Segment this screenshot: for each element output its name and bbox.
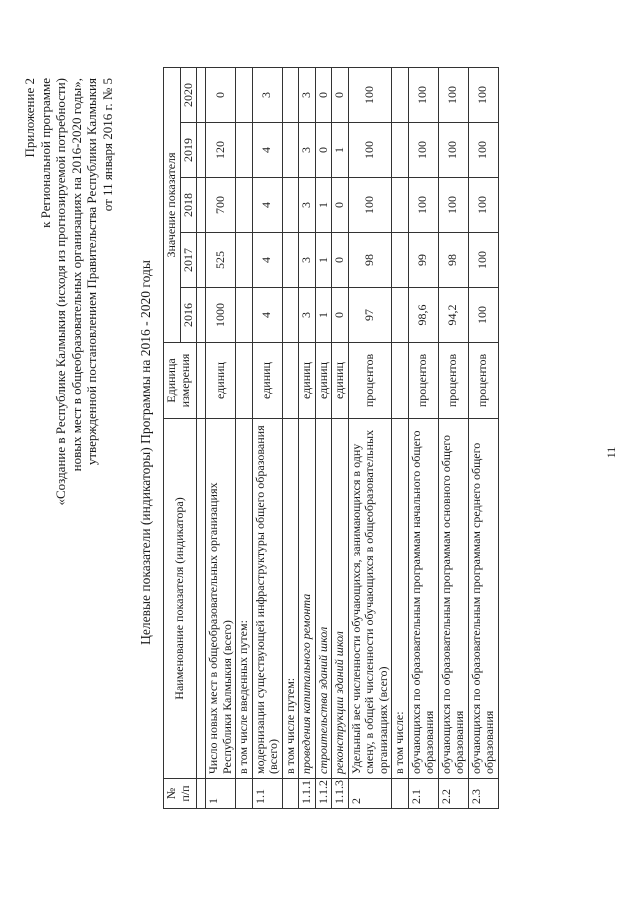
value-cell: 0 [206, 67, 236, 122]
value-cell: 3 [299, 233, 316, 288]
value-cell: 0 [315, 67, 332, 122]
table-row [236, 67, 253, 808]
header-line-6: от 11 января 2016 г. № 5 [99, 78, 115, 212]
table-row [332, 67, 349, 808]
value-cell: 98,6 [408, 288, 438, 343]
value-cell [236, 67, 253, 122]
spacer-row [197, 67, 206, 808]
value-cell [282, 123, 299, 178]
year-header: 2020 [180, 67, 197, 122]
value-cell: 99 [408, 233, 438, 288]
table-row [438, 67, 468, 808]
value-cell: 0 [332, 288, 349, 343]
header-row [164, 67, 181, 808]
value-cell: 0 [332, 67, 349, 122]
row-number: 2 [348, 779, 392, 809]
unit-cell: единиц [299, 343, 316, 419]
year-header: 2019 [180, 123, 197, 178]
col-header-number: № п/п [164, 779, 197, 809]
row-number: 1.1.1 [299, 779, 316, 809]
value-cell: 1 [315, 233, 332, 288]
unit-cell: процентов [438, 343, 468, 419]
year-header: 2018 [180, 178, 197, 233]
table-row [315, 67, 332, 808]
indicator-name: модернизации существующей инфраструктуры общего образования (всего) [252, 419, 282, 779]
value-cell [282, 67, 299, 122]
header-line-1: Приложение 2 [22, 78, 37, 158]
table-row [468, 67, 498, 808]
row-number: 1.1.3 [332, 779, 349, 809]
value-cell: 3 [299, 288, 316, 343]
table-row [348, 67, 392, 808]
indicator-name: обучающихся по образовательным программам начального общего образования [408, 419, 438, 779]
unit-cell: единиц [252, 343, 282, 419]
col-header-name: Наименование показателя (индикатора) [164, 419, 197, 779]
value-cell: 0 [332, 233, 349, 288]
indicator-name: строительства зданий школ [315, 419, 332, 779]
row-number: 2.3 [468, 779, 498, 809]
row-number: 1.1 [252, 779, 282, 809]
row-number [236, 779, 253, 809]
value-cell [236, 288, 253, 343]
row-number [282, 779, 299, 809]
value-cell [282, 288, 299, 343]
value-cell: 100 [468, 178, 498, 233]
unit-cell: единиц [332, 343, 349, 419]
value-cell: 100 [468, 67, 498, 122]
value-cell: 3 [252, 67, 282, 122]
value-cell: 100 [348, 123, 392, 178]
value-cell [282, 178, 299, 233]
row-number: 2.2 [438, 779, 468, 809]
value-cell: 100 [348, 178, 392, 233]
table-row [282, 67, 299, 808]
unit-cell [236, 343, 253, 419]
value-cell: 100 [408, 123, 438, 178]
row-number: 1.1.2 [315, 779, 332, 809]
value-cell: 4 [252, 233, 282, 288]
value-cell [236, 233, 253, 288]
row-number: 2.1 [408, 779, 438, 809]
value-cell: 100 [438, 123, 468, 178]
year-header: 2017 [180, 233, 197, 288]
value-cell [392, 288, 409, 343]
appendix-header [22, 78, 115, 506]
value-cell [392, 123, 409, 178]
value-cell: 100 [438, 178, 468, 233]
value-cell [392, 67, 409, 122]
indicator-name: в том числе введенных путем: [236, 419, 253, 779]
value-cell: 0 [315, 123, 332, 178]
page-number: 11 [604, 446, 618, 459]
value-cell: 4 [252, 178, 282, 233]
unit-cell: единиц [206, 343, 236, 419]
table-row [408, 67, 438, 808]
value-cell: 3 [299, 67, 316, 122]
col-header-values: Значение показателя [164, 67, 181, 342]
value-cell: 100 [348, 67, 392, 122]
value-cell [236, 123, 253, 178]
value-cell: 100 [438, 67, 468, 122]
unit-cell: процентов [408, 343, 438, 419]
value-cell: 94,2 [438, 288, 468, 343]
value-cell: 700 [206, 178, 236, 233]
indicator-name: в том числе: [392, 419, 409, 779]
year-header: 2016 [180, 288, 197, 343]
unit-cell: процентов [468, 343, 498, 419]
unit-cell: процентов [348, 343, 392, 419]
header-line-5: утвержденной постановлением Правительства Республики Калмыкия [84, 78, 99, 466]
value-cell: 4 [252, 123, 282, 178]
header-line-4: новых мест в общеобразовательных организациях на 2016-2020 годы», [68, 78, 84, 472]
value-cell: 1 [332, 123, 349, 178]
table-body [206, 67, 499, 808]
value-cell: 100 [468, 233, 498, 288]
value-cell: 1000 [206, 288, 236, 343]
row-number [392, 779, 409, 809]
value-cell [392, 178, 409, 233]
header-line-3: «Создание в Республике Калмыкия (исходя из прогнозируемой потребности) [53, 78, 68, 506]
indicators-table [163, 67, 499, 809]
table-row [299, 67, 316, 808]
indicator-name: обучающихся по образовательным программам основного общего образования [438, 419, 468, 779]
table-row [392, 67, 409, 808]
header-line-2: к Региональной программе [37, 78, 53, 228]
col-header-unit: Единица измерения [164, 343, 197, 419]
document-title: Целевые показатели (индикаторы) Программы на 2016 - 2020 годы [138, 260, 153, 645]
unit-cell [282, 343, 299, 419]
table-row [252, 67, 282, 808]
indicator-name: обучающихся по образовательным программам среднего общего образования [468, 419, 498, 779]
table-row [206, 67, 236, 808]
value-cell [236, 178, 253, 233]
value-cell: 100 [468, 123, 498, 178]
value-cell: 3 [299, 123, 316, 178]
value-cell: 100 [408, 178, 438, 233]
value-cell [282, 233, 299, 288]
indicator-name: Удельный вес численности обучающихся, занимающихся в одну смену, в общей численности обучающихся в общеобразовательных организациях (всего) [348, 419, 392, 779]
indicator-name: реконструкции зданий школ [332, 419, 349, 779]
value-cell: 1 [315, 178, 332, 233]
value-cell: 1 [315, 288, 332, 343]
row-number: 1 [206, 779, 236, 809]
value-cell: 98 [438, 233, 468, 288]
unit-cell [392, 343, 409, 419]
indicator-name: в том числе путем: [282, 419, 299, 779]
value-cell: 525 [206, 233, 236, 288]
value-cell: 120 [206, 123, 236, 178]
value-cell: 4 [252, 288, 282, 343]
indicator-name: Число новых мест в общеобразовательных организациях Республики Калмыкия (всего) [206, 419, 236, 779]
value-cell: 97 [348, 288, 392, 343]
value-cell: 100 [468, 288, 498, 343]
unit-cell: единиц [315, 343, 332, 419]
indicator-name: проведения капитального ремонта [299, 419, 316, 779]
value-cell: 98 [348, 233, 392, 288]
value-cell: 0 [332, 178, 349, 233]
value-cell: 3 [299, 178, 316, 233]
value-cell: 100 [408, 67, 438, 122]
value-cell [392, 233, 409, 288]
